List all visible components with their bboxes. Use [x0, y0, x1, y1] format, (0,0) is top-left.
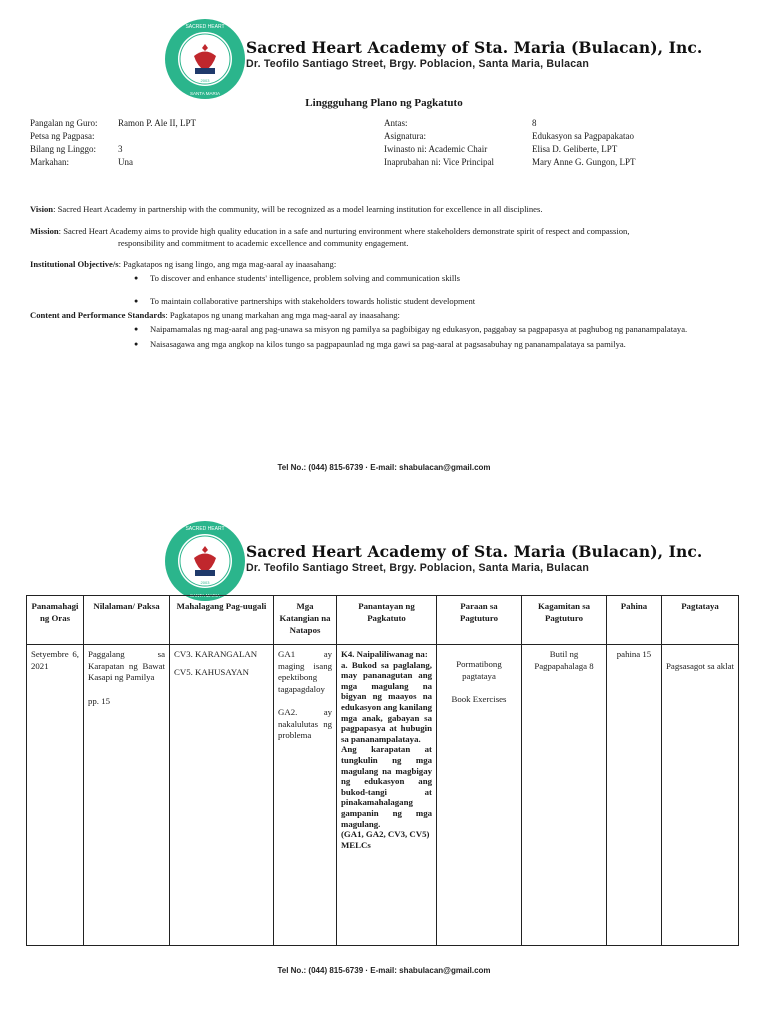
- school-logo-icon: [164, 520, 246, 602]
- institutional-label: Institutional Objective/s: [30, 259, 119, 269]
- table-row: [27, 645, 739, 946]
- attribute-item: GA1 ay maging isang epektibong tagapagdaloy: [278, 649, 332, 694]
- table-header: Pagtataya: [662, 596, 739, 645]
- cell-method: [437, 645, 522, 946]
- svg-text:2003: 2003: [200, 78, 210, 83]
- list-item: ● Naipamamalas ng mag-aaral ang pag-unawa sa misyon ng pamilya sa pagbibigay ng edukasyon, paggabay sa pagpapasya at paghubog ng pananampalataya.: [134, 323, 714, 335]
- footer-contact: Tel No.: (044) 815-6739 · E-mail: shabulacan@gmail.com: [277, 966, 491, 975]
- list-item: ● To discover and enhance students' intelligence, problem solving and communication skills: [134, 272, 740, 284]
- school-logo-icon: [164, 18, 246, 100]
- cell-competency: [337, 645, 437, 946]
- table-header: Pahina: [607, 596, 662, 645]
- cell-values: [170, 645, 274, 946]
- cell-materials: Butil ng Pagpapahalaga 8: [522, 645, 607, 946]
- school-name: Sacred Heart Academy of Sta. Maria (Bulacan), Inc.: [246, 38, 703, 57]
- value-item: CV5. KAHUSAYAN: [174, 666, 249, 677]
- info-value: Una: [118, 157, 133, 167]
- info-value: 8: [532, 118, 537, 128]
- info-label: Petsa ng Pagpasa:: [30, 131, 95, 141]
- school-name: Sacred Heart Academy of Sta. Maria (Bulacan), Inc.: [246, 542, 703, 561]
- table-header: Paraan sa Pagtuturo: [437, 596, 522, 645]
- list-item: ● To maintain collaborative partnerships with stakeholders towards holistic student development: [134, 295, 740, 307]
- list-item: ● Naisasagawa ang mga angkop na kilos tungo sa pagpapaunlad ng mga gawi sa pag-aaral at pagsasabuhay ng pananampalataya sa pamilya.: [134, 338, 714, 350]
- competency-codes: (GA1, GA2, CV3, CV5): [341, 829, 430, 840]
- cell-topic: [84, 645, 170, 946]
- table-header: Panamahagi ng Oras: [27, 596, 84, 645]
- cell-attributes: [274, 645, 337, 946]
- info-right-values: [532, 117, 636, 169]
- info-label: Inaprubahan ni: Vice Principal: [384, 157, 495, 167]
- lesson-plan-table: [26, 595, 739, 946]
- info-value: [118, 130, 196, 143]
- topic-page: pp. 15: [88, 695, 110, 706]
- competency-head: K4. Naipaliliwanag na:: [341, 649, 428, 659]
- svg-text:2003: 2003: [200, 580, 210, 585]
- method-item: Book Exercises: [451, 694, 507, 704]
- svg-text:SACRED HEART: SACRED HEART: [185, 24, 225, 30]
- table-header: Panantayan ng Pagkatuto: [337, 596, 437, 645]
- svg-text:SANTA MARIA: SANTA MARIA: [190, 593, 220, 598]
- document-title: Linggguhang Plano ng Pagkatuto: [305, 97, 463, 109]
- content-standards: [30, 309, 740, 350]
- competency-a: a. Bukod sa paglalang, may pananagutan ang mga magulang na bigyan ng maayos na edukasyon ang kanilang mga anak, gabayan sa pagpapasya at hubugin sa pananampalataya.: [341, 659, 432, 744]
- svg-text:SANTA MARIA: SANTA MARIA: [190, 91, 220, 96]
- info-label: Pangalan ng Guro:: [30, 118, 98, 128]
- vision-text: : Sacred Heart Academy in partnership with the community, will be recognized as a model learning institution for excellence in all disciplines.: [53, 204, 543, 214]
- cell-page: pahina 15: [607, 645, 662, 946]
- standards-label: Content and Performance Standards: [30, 310, 166, 320]
- info-left-values: [118, 117, 196, 169]
- table-header: Kagamitan sa Pagtuturo: [522, 596, 607, 645]
- attribute-item: GA2. ay nakalulutas ng problema: [278, 707, 332, 740]
- table-header: Nilalaman/ Paksa: [84, 596, 170, 645]
- competency-b: Ang karapatan at tungkulin ng mga magulang na magbigay ng edukasyon ang bukod-tangi at pinakamahalagang gampanin ng mga magulang.: [341, 744, 432, 829]
- info-label: Iwinasto ni: Academic Chair: [384, 144, 488, 154]
- institutional-text: : Pagkatapos ng isang lingo, ang mga mag-aaral ay inaasahang:: [118, 259, 337, 269]
- letterhead-1: [164, 18, 703, 104]
- svg-text:SACRED HEART: SACRED HEART: [185, 526, 225, 532]
- vision-label: Vision: [30, 204, 54, 214]
- info-label: Antas:: [384, 118, 408, 128]
- mission-text-line2: responsibility and commitment to academic excellence and community engagement.: [118, 238, 409, 248]
- competency-melc: MELCs: [341, 839, 371, 850]
- info-value: Mary Anne G. Gungon, LPT: [532, 157, 636, 167]
- value-item: CV3. KARANGALAN: [174, 649, 258, 659]
- topic-text: Paggalang sa Karapatan ng Bawat Kasapi ng Pamilya: [88, 649, 165, 682]
- vision-statement: [30, 203, 740, 215]
- cell-assessment: [662, 645, 739, 946]
- info-value: Elisa D. Geliberte, LPT: [532, 144, 618, 154]
- institutional-objectives: [30, 258, 740, 307]
- standards-text: : Pagkatapos ng unang markahan ang mga mag-aaral ay inaasahang:: [165, 310, 400, 320]
- cell-date: Setyembre 6, 2021: [27, 645, 84, 946]
- mission-label: Mission: [30, 226, 59, 236]
- assessment-text: Pagsasagot sa aklat: [666, 661, 734, 671]
- info-left-labels: [30, 117, 98, 169]
- info-label: Markahan:: [30, 157, 69, 167]
- mission-text-line1: : Sacred Heart Academy aims to provide high quality education in a safe and nurturing environment where stakeholders demonstrate spirit of respect and compassion,: [58, 226, 630, 236]
- mission-statement: [30, 225, 745, 249]
- school-address: Dr. Teofilo Santiago Street, Brgy. Poblacion, Santa Maria, Bulacan: [246, 58, 590, 70]
- info-value: Edukasyon sa Pagpapakatao: [532, 131, 634, 141]
- info-label: Bilang ng Linggo:: [30, 144, 96, 154]
- info-value: Ramon P. Ale II, LPT: [118, 118, 196, 128]
- footer-contact: Tel No.: (044) 815-6739 · E-mail: shabulacan@gmail.com: [277, 463, 491, 472]
- info-label: Asignatura:: [384, 131, 426, 141]
- info-right-labels: [384, 117, 494, 169]
- table-header: Mahalagang Pag-uugali: [170, 596, 274, 645]
- info-value: 3: [118, 144, 123, 154]
- table-header: Mga Katangian na Natapos: [274, 596, 337, 645]
- table-header-row: [27, 596, 739, 645]
- school-address: Dr. Teofilo Santiago Street, Brgy. Poblacion, Santa Maria, Bulacan: [246, 562, 590, 574]
- method-item: Pormatibong pagtataya: [456, 659, 502, 681]
